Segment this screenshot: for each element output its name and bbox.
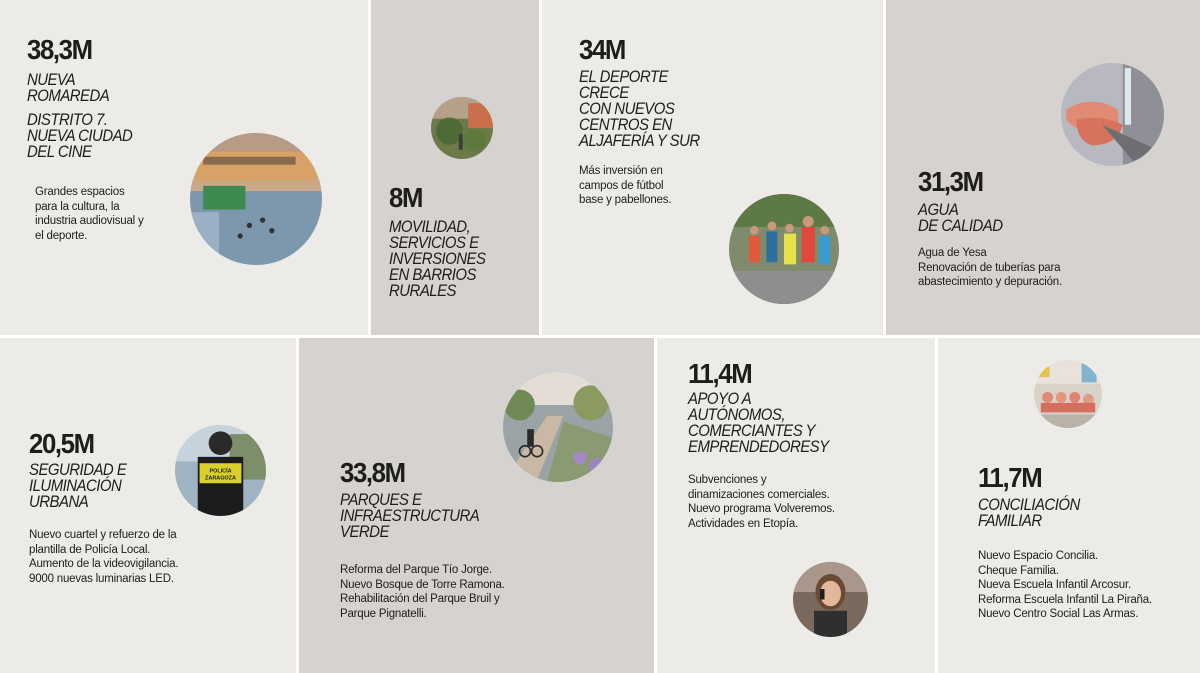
children-classroom-photo [1034,360,1102,428]
panel-agua [886,0,1200,335]
description-conciliacion: Nuevo Espacio Concilia. Cheque Familia. Nueva Escuela Infantil Arcosur. Reforma Escuela Infantil La Piraña. Nuevo Centro Social Las Armas. [978,550,1152,621]
description-agua: Agua de Yesa Renovación de tuberías para abastecimiento y depuración. [918,247,1062,289]
police-officer-photo [175,425,266,516]
title-parques: PARQUES E INFRAESTRUCTURA VERDE [340,490,480,541]
panel-seguridad [0,338,296,673]
woman-phone-photo [793,562,868,637]
panel-deporte [542,0,883,335]
panel-conciliacion [938,338,1200,673]
title-autonomos: APOYO A AUTÓNOMOS, COMERCIANTES Y EMPRENDEDORESY [688,389,829,456]
title-conciliacion: CONCILIACIÓN FAMILIAR [978,495,1080,530]
runners-photo [729,194,839,304]
description-deporte: Más inversión en campos de fútbol base y pabellones. [579,165,672,207]
panel-autonomos [657,338,935,673]
panel-nueva-romareda [0,0,368,335]
amount-agua: 31,3M [918,166,983,197]
amount-parques: 33,8M [340,457,405,488]
description-autonomos: Subvenciones y dinamizaciones comerciales. Nuevo programa Volveremos. Actividades en Etopía. [688,474,835,530]
description-parques: Reforma del Parque Tío Jorge. Nuevo Bosque de Torre Ramona. Rehabilitación del Parque Bruil y Parque Pignatelli. [340,564,505,620]
panel-barrios-rurales [371,0,539,335]
title-rurales: MOVILIDAD, SERVICIOS E INVERSIONES EN BARRIOS RURALES [389,217,486,300]
description-seguridad: Nuevo cuartel y refuerzo de la plantilla de Policía Local. Aumento de la videovigilancia. 9000 nuevas luminarias LED. [29,529,179,585]
amount-rurales: 8M [389,182,423,213]
amount-conciliacion: 11,7M [978,462,1042,493]
description-romareda: Grandes espacios para la cultura, la industria audiovisual y el deporte. [35,186,144,242]
title-distrito-7: DISTRITO 7. NUEVA CIUDAD DEL CINE [27,110,133,161]
amount-romareda: 38,3M [27,34,92,65]
title-romareda: NUEVA ROMAREDA [27,70,110,105]
stadium-photo [190,133,322,265]
panel-parques [299,338,654,673]
police-badge-text-1: POLICÍA [209,468,232,475]
title-deporte: EL DEPORTE CRECE CON NUEVOS CENTROS EN ALJAFERÍA Y SUR [579,67,700,150]
park-cyclist-photo [503,372,613,482]
rural-street-photo [431,97,493,159]
title-agua: AGUA DE CALIDAD [918,200,1003,235]
title-seguridad: SEGURIDAD E ILUMINACIÓN URBANA [29,460,127,511]
amount-deporte: 34M [579,34,625,65]
water-hands-photo [1061,63,1164,166]
amount-autonomos: 11,4M [688,358,752,389]
amount-seguridad: 20,5M [29,428,94,459]
police-badge-text-2: ZARAGOZA [205,475,236,482]
